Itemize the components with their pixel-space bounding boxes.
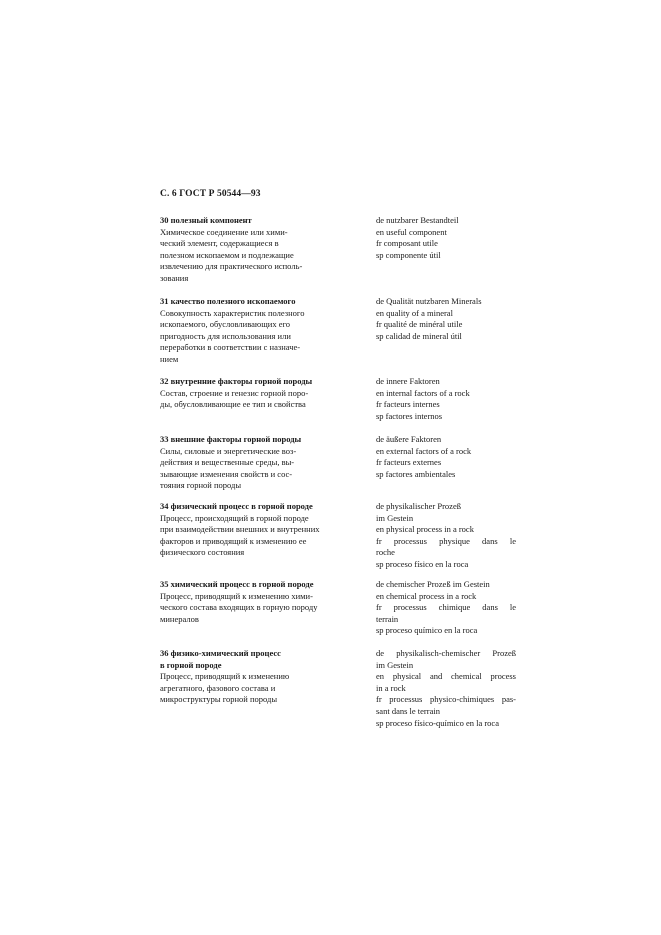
term-title: 36 физико-химический процесс xyxy=(160,648,281,658)
foreign-equivalent: terrain xyxy=(376,613,399,624)
foreign-equivalent: im Gestein xyxy=(376,512,414,523)
definition-line: Силы, силовые и энергетические воз- xyxy=(160,445,297,456)
term-title: 31 качество полезного ископаемого xyxy=(160,296,296,306)
definition-line: переработки в соответствии с назначе- xyxy=(160,342,301,353)
foreign-equivalent: sp calidad de mineral útil xyxy=(376,330,462,341)
term-entry-36-ru xyxy=(160,648,355,706)
foreign-equivalent: sp proceso físico-químico en la roca xyxy=(376,717,499,728)
definition-line: Совокупность характеристик полезного xyxy=(160,307,305,318)
foreign-equivalent: en external factors of a rock xyxy=(376,445,472,456)
definition-line: полезном ископаемом и подлежащие xyxy=(160,249,294,260)
foreign-equivalent: de physikalisch-chemischer Prozeß xyxy=(376,648,516,658)
foreign-equivalent: en physical process in a rock xyxy=(376,524,474,535)
term-entry-33-ru xyxy=(160,434,355,492)
definition-line: Процесс, происходящий в горной породе xyxy=(160,512,309,523)
definition-line: зования xyxy=(160,272,189,283)
foreign-equivalent: en internal factors of a rock xyxy=(376,387,470,398)
foreign-equivalent: en quality of a mineral xyxy=(376,307,453,318)
foreign-equivalent: en chemical process in a rock xyxy=(376,590,477,601)
foreign-equivalent: sp factores ambientales xyxy=(376,468,456,479)
definition-line: минералов xyxy=(160,613,199,624)
foreign-equivalent: de chemischer Prozeß im Gestein xyxy=(376,579,490,589)
term-entry-34-foreign xyxy=(376,501,516,571)
term-title-continuation: в горной породе xyxy=(160,659,222,670)
definition-line: Процесс, приводящий к изменению xyxy=(160,671,290,682)
term-entry-35-foreign xyxy=(376,579,516,637)
foreign-equivalent: de Qualität nutzbaren Minerals xyxy=(376,296,482,306)
foreign-equivalent: sant dans le terrain xyxy=(376,705,440,716)
foreign-equivalent: de äußere Faktoren xyxy=(376,434,442,444)
definition-line: факторов и приводящий к изменению ее xyxy=(160,535,307,546)
definition-line: зывающие изменения свойств и сос- xyxy=(160,468,293,479)
term-title: 33 внешние факторы горной породы xyxy=(160,434,302,444)
term-title: 32 внутренние факторы горной породы xyxy=(160,376,313,386)
term-entry-36-foreign xyxy=(376,648,516,729)
definition-line: ческий элемент, содержащиеся в xyxy=(160,238,279,249)
term-entry-32-ru xyxy=(160,376,355,411)
foreign-equivalent: roche xyxy=(376,547,395,558)
definition-line: агрегатного, фазового состава и xyxy=(160,682,276,693)
term-entry-30-foreign xyxy=(376,215,516,261)
page-header: С. 6 ГОСТ Р 50544—93 xyxy=(160,189,261,199)
definition-line: действия и вещественные среды, вы- xyxy=(160,457,295,468)
definition-line: микроструктуры горной породы xyxy=(160,694,278,705)
definition-line: ды, обусловливающие ее тип и свойства xyxy=(160,399,306,410)
foreign-equivalent: de physikalischer Prozeß xyxy=(376,501,461,511)
foreign-equivalent: de innere Faktoren xyxy=(376,376,440,386)
foreign-equivalent: fr processus physico-chimiques pas- xyxy=(376,694,516,705)
term-title: 30 полезный компонент xyxy=(160,215,252,225)
foreign-equivalent: sp proceso químico en la roca xyxy=(376,625,478,636)
term-entry-31-foreign xyxy=(376,296,516,342)
definition-line: ческого состава входящих в горную породу xyxy=(160,602,318,613)
term-entry-34-ru xyxy=(160,501,355,559)
definition-line: пригодность для использования или xyxy=(160,330,291,341)
foreign-equivalent: fr facteurs externes xyxy=(376,457,442,468)
definition-line: Процесс, приводящий к изменению хими- xyxy=(160,590,313,601)
definition-line: нием xyxy=(160,353,179,364)
foreign-equivalent: de nutzbarer Bestandteil xyxy=(376,215,459,225)
definition-line: ископаемого, обусловливающих его xyxy=(160,319,291,330)
definition-line: извлечению для практического исполь- xyxy=(160,261,303,272)
term-title: 35 химический процесс в горной породе xyxy=(160,579,314,589)
foreign-equivalent: sp factores internos xyxy=(376,410,443,421)
definition-line: при взаимодействии внешних и внутренних xyxy=(160,524,320,535)
foreign-equivalent: fr processus chimique dans le xyxy=(376,602,516,613)
definition-line: Химическое соединение или хими- xyxy=(160,226,288,237)
term-entry-32-foreign xyxy=(376,376,516,422)
foreign-equivalent: en useful component xyxy=(376,226,447,237)
term-entry-31-ru xyxy=(160,296,355,366)
foreign-equivalent: sp componente útil xyxy=(376,249,441,260)
term-title: 34 физический процесс в горной породе xyxy=(160,501,313,511)
foreign-equivalent: in a rock xyxy=(376,682,406,693)
term-entry-33-foreign xyxy=(376,434,516,480)
foreign-equivalent: fr composant utile xyxy=(376,238,438,249)
foreign-equivalent: fr qualité de minéral utile xyxy=(376,319,463,330)
term-entry-35-ru xyxy=(160,579,355,625)
term-entry-30-ru xyxy=(160,215,355,285)
definition-line: физического состояния xyxy=(160,547,245,558)
foreign-equivalent: im Gestein xyxy=(376,659,414,670)
definition-line: тояния горной породы xyxy=(160,480,242,491)
definition-line: Состав, строение и генезис горной поро- xyxy=(160,387,309,398)
foreign-equivalent: en physical and chemical process xyxy=(376,671,516,682)
foreign-equivalent: fr processus physique dans le xyxy=(376,535,516,546)
foreign-equivalent: fr facteurs internes xyxy=(376,399,440,410)
foreign-equivalent: sp proceso físico en la roca xyxy=(376,558,469,569)
